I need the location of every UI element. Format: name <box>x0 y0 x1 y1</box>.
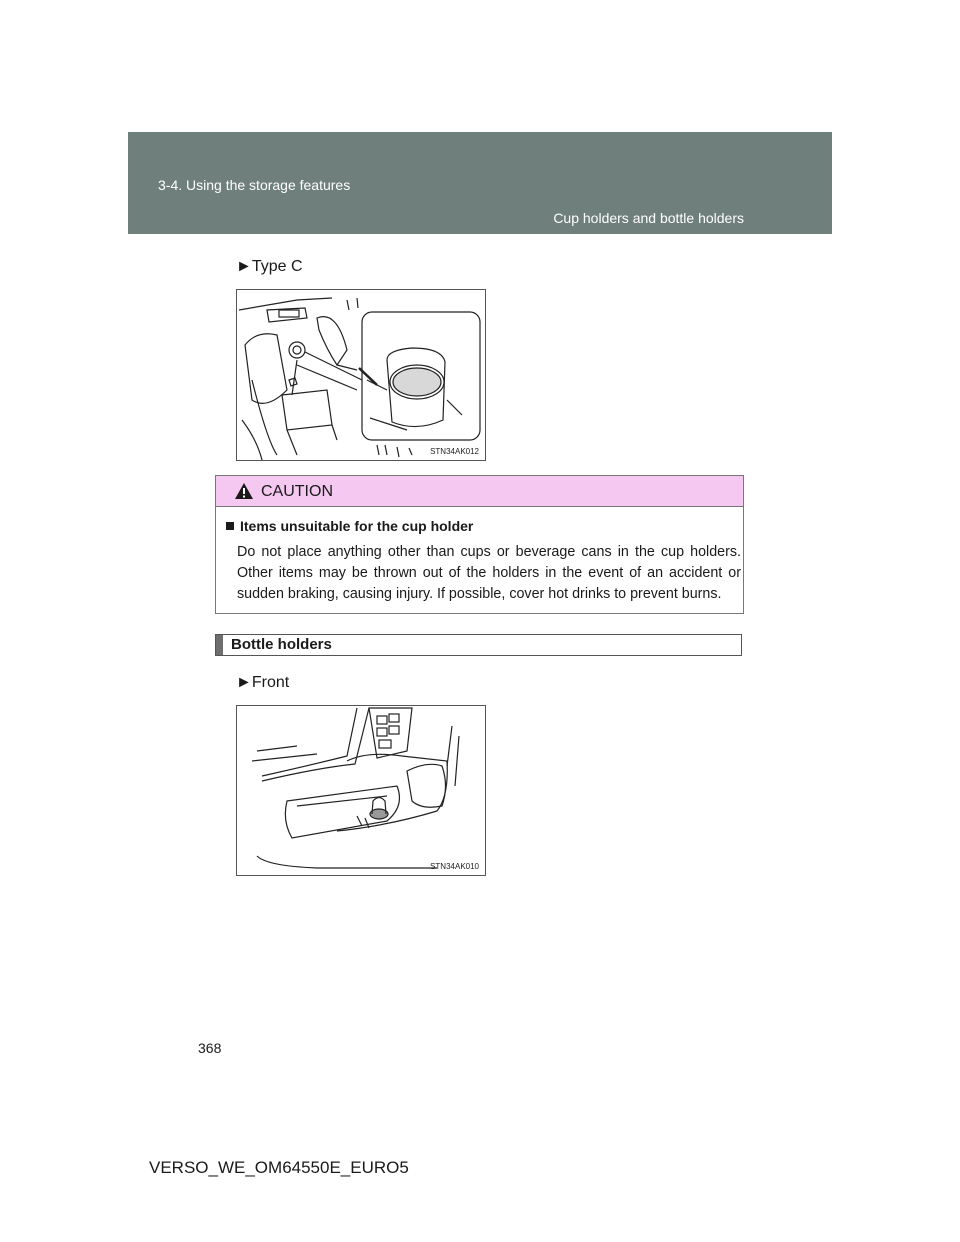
heading-text: Bottle holders <box>231 636 332 653</box>
bottle-holders-heading <box>215 634 742 656</box>
section-title: 3-4. Using the storage features <box>158 177 351 193</box>
figure-code: STN34AK010 <box>430 862 479 871</box>
caution-title: Items unsuitable for the cup holder <box>240 518 474 534</box>
caution-label: CAUTION <box>261 483 333 500</box>
front-label: ►Front <box>236 674 290 691</box>
page-number: 368 <box>198 1040 222 1056</box>
caution-header <box>216 476 743 507</box>
type-c-illustration <box>236 289 486 461</box>
page-header <box>128 132 832 234</box>
heading-bar <box>216 635 223 655</box>
figure-code: STN34AK012 <box>430 447 479 456</box>
caution-body <box>226 518 743 605</box>
cup-holder-drawing <box>237 290 485 460</box>
front-bottle-holder-illustration <box>236 705 486 876</box>
topic-title: Cup holders and bottle holders <box>553 210 744 226</box>
type-c-label: ►Type C <box>236 258 303 275</box>
caution-box <box>215 475 744 614</box>
caution-text: Do not place anything other than cups or beverage cans in the cup holders. Other items may be thrown out of the holders in the event of an accident or sudden braking, causing injury. If possible, cover hot drinks to prevent burns. <box>237 544 741 602</box>
header-tab <box>744 202 832 234</box>
footer-code: VERSO_WE_OM64550E_EURO5 <box>149 1158 409 1177</box>
caution-title-row <box>226 518 743 534</box>
warning-triangle-icon <box>234 482 254 505</box>
bottle-holder-drawing <box>237 706 485 875</box>
bullet-square-icon <box>226 522 234 530</box>
